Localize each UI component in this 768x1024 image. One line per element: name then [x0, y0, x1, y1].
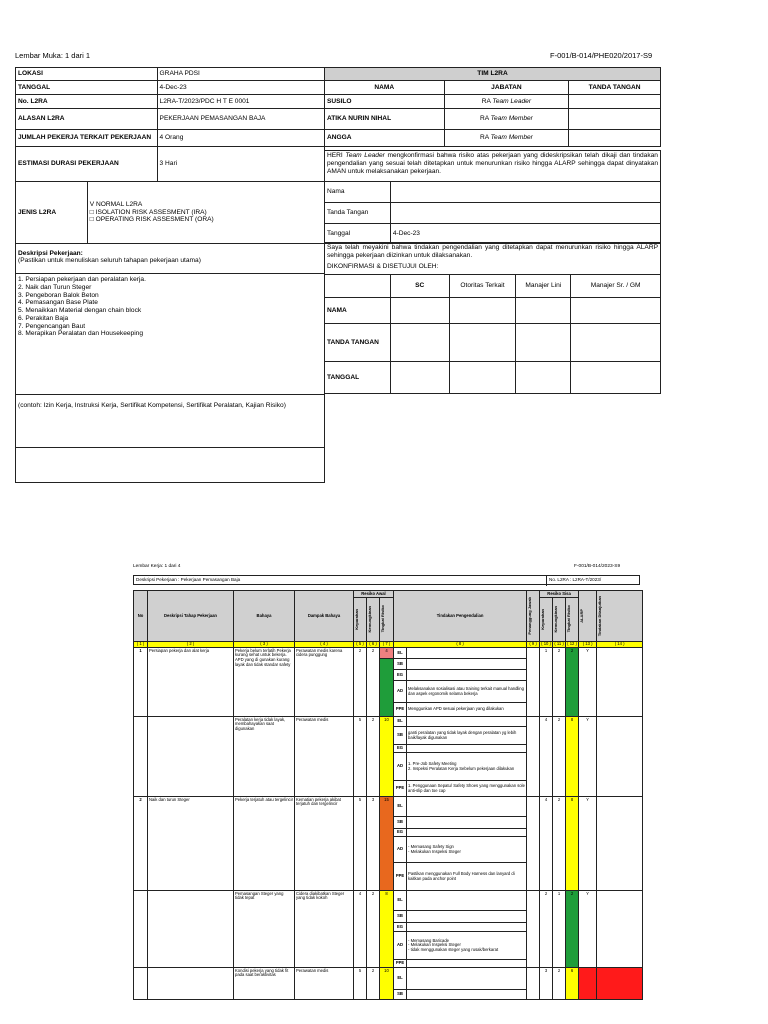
tim-member-role: Team Member: [490, 115, 533, 123]
row-alarp: Y: [579, 797, 597, 891]
row-sisa-kep: 2: [540, 891, 553, 968]
sign-nama-field[interactable]: [390, 182, 660, 203]
approval-row-ttd: TANDA TANGAN: [325, 324, 391, 362]
col-header-risiko-awal: Resiko Awal: [354, 591, 394, 598]
step-item: 7. Pengencangan Baut: [18, 322, 86, 330]
tim-header-nama: NAMA: [325, 81, 445, 95]
row-tahap: Naik dan turun Steger: [148, 797, 234, 891]
control-ad: - Memasang Safety Sign - Melakukan Inspeksi Steger: [407, 837, 527, 863]
row-risk: 10: [380, 717, 394, 797]
col-header-bahaya: Bahaya: [234, 591, 295, 642]
row-sisa-tingkat: 6: [566, 968, 579, 1000]
row-kep: 5: [354, 968, 367, 1000]
col-header-kem-sisa: Kemungkinan: [553, 605, 559, 633]
steps-box: [15, 273, 325, 395]
row-risk: 10: [380, 968, 394, 1000]
control-sb: ganti peralatan yang tidak layak dengan peralatan yg lebih baik/layak digunakan: [407, 727, 527, 745]
sign-ttd-field[interactable]: [390, 203, 660, 224]
tim-member-role: Team Leader: [492, 97, 532, 105]
row-risk: 15: [380, 797, 394, 891]
row-bahaya: Kondisi pekerja yang tidak fit pada saat beraktivitas: [234, 968, 295, 1000]
colnum: ( 9 ): [527, 641, 540, 648]
row-dampak: Perawatan medis karena cidera punggung: [295, 648, 354, 717]
jenis-option-ora[interactable]: □ OPERATING RISK ASSESMENT (ORA): [89, 216, 214, 224]
deskripsi-note: (Pastikan untuk menuliskan seluruh tahapan pekerjaan utama): [18, 257, 201, 264]
col-header-tingkat: Tingkat Risiko: [380, 605, 385, 633]
row-alarp: [579, 968, 597, 1000]
approval-cell[interactable]: [449, 324, 516, 362]
tim-member-name: SUSILO: [325, 95, 445, 109]
konfirmasi-role: Team Leader: [345, 152, 385, 159]
col-header-tingkat-sisa: Tingkat Risiko: [566, 605, 572, 633]
code-sb: SB: [394, 659, 407, 670]
code-eg: EG: [394, 745, 407, 753]
code-eg: EG: [394, 670, 407, 681]
approval-table: [324, 274, 661, 394]
row-sisa-kep: 3: [540, 968, 553, 1000]
row-tindakan-dilanjutkan: [597, 968, 643, 1000]
konfirmasi-name: HERI: [327, 152, 343, 159]
risk-table: [133, 590, 643, 1000]
tim-table: [324, 67, 661, 147]
sheet2-page-label: Lembar Kerja: 1 dari 4: [133, 564, 181, 569]
col-header-tindakan-dilanjutkan: Tindakan Dilanjutkan: [597, 595, 603, 636]
code-ad: AD: [394, 837, 407, 863]
row-sisa-tingkat: 8: [566, 797, 579, 891]
control-ad: Melaksanakan sosialisasi atau training terkait manual handling dan aspek ergonomik selama bekerja: [407, 681, 527, 703]
row-no: 1: [134, 648, 148, 717]
approval-cell[interactable]: [516, 298, 571, 324]
tim-member-signature[interactable]: [569, 95, 661, 109]
contoh-box: [15, 394, 325, 448]
colnum: ( 4 ): [295, 641, 354, 648]
row-kep: 5: [354, 717, 367, 797]
row-kep: 4: [354, 891, 367, 968]
row-kem: 2: [367, 648, 380, 717]
yakin-box: [324, 242, 661, 275]
step-item: 1. Persiapan pekerjaan dan peralatan kerja.: [18, 276, 146, 283]
row-sisa-tingkat: 2: [566, 891, 579, 968]
control-ad: - Memasang Baricade - Melakukan Inspeksi Steger - tidak menggunakan steger yang rusak/berkarat: [407, 932, 527, 960]
row-risk: 4: [380, 648, 394, 659]
code-el: EL: [394, 648, 407, 659]
code-sb: SB: [394, 990, 407, 1000]
tim-header-jabatan: JABATAN: [444, 81, 569, 95]
row-bahaya: Pekerja terjatuh atau tergelincir: [234, 797, 295, 891]
sheet2-doc-code: F-001/B-014/2023-S9: [574, 564, 621, 569]
row-kem: 3: [367, 797, 380, 891]
sheet2-desc-row: [133, 575, 640, 585]
row-alarp: Y: [579, 891, 597, 968]
approval-cell[interactable]: [449, 362, 516, 394]
colnum: ( 2 ): [148, 641, 234, 648]
blank-box: [15, 447, 325, 483]
lokasi-label: LOKASI: [16, 68, 158, 81]
row-sisa-kem: 2: [553, 717, 566, 797]
tim-member-ra: RA: [479, 134, 489, 142]
step-item: 3. Pengeboran Balok Beton: [18, 291, 99, 299]
col-header-pj: Penanggung Jawab: [527, 597, 533, 635]
alasan-value: PEKERJAAN PEMASANGAN BAJA: [157, 109, 324, 130]
row-sisa-kem: 1: [553, 891, 566, 968]
approval-cell[interactable]: [571, 362, 661, 394]
contoh-text: (contoh: Izin Kerja, Instruksi Kerja, Sertifikat Kompetensi, Sertifikat Peralatan, Kajian Risiko): [18, 402, 286, 409]
control-ppe: 1. Penggunaan Sepatu/ Safety Shoes yang menggunakan sole anti-slip dan toe cap: [407, 781, 527, 797]
approval-cell[interactable]: [516, 324, 571, 362]
colnum: ( 12 ): [567, 641, 577, 647]
row-sisa-kem: 2: [553, 968, 566, 1000]
step-item: 8. Merapikan Peralatan dan Housekeeping: [18, 330, 143, 338]
approval-cell[interactable]: [390, 362, 449, 394]
no-l2ra-value: L2RA-T/2023/PDC H T E 0001: [157, 95, 324, 109]
control-ad: 1. Pre-Job Safety Meeting 2. Inspeksi Peralatan Kerja Sebelum pekerjaan dilakukan: [407, 753, 527, 781]
colnum: ( 11 ): [554, 641, 564, 647]
row-bahaya: Peralatan kerja tidak layak, membahayakan saat digunakan: [234, 717, 295, 797]
row-dampak: Perawatan medis: [295, 717, 354, 797]
tanggal-value: 4-Dec-23: [157, 81, 324, 95]
deskripsi-title: Deskripsi Pekerjaan:: [18, 250, 83, 257]
step-item: 4. Pemasangan Base Plate: [18, 299, 98, 307]
dikonfirmasi-label: DIKONFIRMASI & DISETUJUI OLEH:: [327, 262, 439, 270]
row-sisa-tingkat: 2: [566, 648, 579, 717]
sign-ttd-label: Tanda Tangan: [325, 203, 391, 224]
col-header-no: No: [134, 591, 148, 642]
code-ad: AD: [394, 932, 407, 960]
col-header-risiko-sisa: Resiko Sisa: [540, 591, 579, 598]
row-bahaya: Pemasangan Steger yang tidak tepat: [234, 891, 295, 968]
approval-col-otoritas: Otoritas Terkait: [449, 275, 516, 298]
row-sisa-kem: 2: [553, 797, 566, 891]
jenis-option-normal[interactable]: V NORMAL L2RA: [89, 201, 143, 209]
row-kem: 2: [367, 717, 380, 797]
jenis-label: JENIS L2RA: [16, 182, 88, 244]
row-kem: 2: [367, 968, 380, 1000]
approval-cell[interactable]: [390, 298, 449, 324]
step-item: 2. Naik dan Turun Steger: [18, 283, 92, 291]
sign-nama-label: Nama: [325, 182, 391, 203]
colnum: ( 13 ): [579, 641, 597, 648]
konfirmasi-box: [324, 150, 661, 182]
code-ppe: PPE: [394, 781, 407, 797]
step-item: 5. Menaikkan Material dengan chain block: [18, 307, 142, 315]
yakin-text: Saya telah meyakini bahwa tindakan pengendalian yang ditetapkan dapat menurunkan risiko hingga ALARP sehingga pekerjaan diizinkan untuk dilaksanakan.: [327, 244, 658, 259]
code-ad: AD: [394, 753, 407, 781]
colnum: ( 10 ): [541, 641, 551, 647]
approval-col-manajer-lini: Manajer Lini: [516, 275, 571, 298]
code-el: EL: [394, 797, 407, 817]
deskripsi-box: [15, 243, 325, 274]
row-kep: 2: [354, 648, 367, 717]
approval-col-sc: SC: [390, 275, 449, 298]
konfirmasi-text: mengkonfirmasi bahwa risiko atas pekerjaan yang dideskripsikan telah dikaji dan tindakan pengendalian yang sesuai telah ditetapkan untuk menurunkan risiko hingga ALARP sehingga dapat dinyatakan AMAN untuk melaksanakan pekerjaan.: [327, 152, 658, 175]
col-header-tindakan: Tindakan Pengendalian: [394, 591, 527, 642]
jenis-option-ira[interactable]: □ ISOLATION RISK ASSESMENT (IRA): [89, 208, 207, 216]
col-header-kep: Keparahan: [354, 608, 359, 630]
alasan-label: ALASAN L2RA: [16, 109, 158, 130]
colnum: ( 7 ): [380, 641, 394, 648]
col-header-alarp: ALARP: [579, 608, 585, 623]
row-kem: 2: [367, 891, 380, 968]
tim-member-ra: RA: [479, 115, 489, 123]
step-item: 6. Perakitan Baja: [18, 314, 69, 322]
col-header-tahap: Deskripsi Tahap Pekerjaan: [148, 591, 234, 642]
colnum: ( 1 ): [134, 641, 148, 648]
tim-title: TIM L2RA: [325, 68, 661, 81]
tim-member-name: ATIKA NURIN NIHAL: [325, 109, 445, 130]
no-l2ra-label: No. L2RA: [16, 95, 158, 109]
row-sisa-kep: 4: [540, 797, 553, 891]
jenis-table: [15, 181, 325, 244]
row-alarp: Y: [579, 648, 597, 717]
tim-member-signature[interactable]: [569, 130, 661, 147]
approval-row-nama: NAMA: [325, 298, 391, 324]
approval-col-manajer-sr: Manajer Sr. / GM: [571, 275, 661, 298]
colnum: ( 8 ): [394, 641, 527, 648]
tim-header-ttd: TANDA TANGAN: [569, 81, 661, 95]
row-sisa-kep: 4: [540, 717, 553, 797]
row-dampak: Kematian pekerja akibat terjatuh dan tergelincir: [295, 797, 354, 891]
jumlah-label: JUMLAH PEKERJA TERKAIT PEKERJAAN: [16, 130, 158, 147]
doc-code: F-001/B-014/PHE020/2017-S9: [550, 51, 653, 60]
sheet2-no: No. L2RA : L2RA-T/2023/: [546, 576, 603, 586]
code-el: EL: [394, 968, 407, 990]
tim-member-signature[interactable]: [569, 109, 661, 130]
approval-cell[interactable]: [449, 298, 516, 324]
colnum: ( 3 ): [234, 641, 295, 648]
row-tahap: Persiapan pekerja dan alat kerja: [148, 648, 234, 717]
row-kep: 5: [354, 797, 367, 891]
row-sisa-tingkat: 8: [566, 717, 579, 797]
colnum: ( 6 ): [367, 641, 380, 648]
info-table: [15, 67, 325, 182]
row-bahaya: Pekerja belum terlatih Pekerja kurang sehat untuk bekerja. APD yang di gunakan kurang layak dan tidak standar safety: [234, 648, 295, 717]
tanggal-label: TANGGAL: [16, 81, 158, 95]
row-sisa-kep: 1: [540, 648, 553, 717]
sheet2-desc: Deskripsi Pekerjaan : Pekerjaan Pemasangan Baja: [136, 577, 241, 582]
approval-cell[interactable]: [571, 324, 661, 362]
code-ppe: PPE: [394, 863, 407, 891]
code-ppe: PPE: [394, 703, 407, 717]
col-header-dampak: Dampak Bahaya: [295, 591, 354, 642]
tim-member-ra: RA: [481, 97, 491, 105]
jumlah-value: 4 Orang: [157, 130, 324, 147]
col-header-kem: Kemungkinan: [367, 605, 372, 633]
row-alarp: Y: [579, 717, 597, 797]
row-dampak: Perawatan medis: [295, 968, 354, 1000]
code-eg: EG: [394, 923, 407, 932]
sign-tanggal-label: Tanggal: [325, 224, 391, 244]
estimasi-value: 3 Hari: [157, 147, 324, 182]
page-label: Lembar Muka: 1 dari 1: [15, 51, 91, 60]
approval-row-tanggal: TANGGAL: [325, 362, 391, 394]
code-ad: AD: [394, 681, 407, 703]
colnum: ( 5 ): [354, 641, 367, 648]
code-eg: EG: [394, 829, 407, 837]
estimasi-label: ESTIMASI DURASI PEKERJAAN: [16, 147, 158, 182]
code-sb: SB: [394, 817, 407, 829]
code-ppe: PPE: [394, 960, 407, 968]
control-ppe: Menggunkan APD sesuai pekerjaan yang dilakukan: [407, 703, 527, 717]
control-ppe: Pastikan menggunakan Full Body Harness dan lanyard di kaitkan pada anchor point: [407, 863, 527, 891]
approval-cell[interactable]: [571, 298, 661, 324]
row-sisa-kem: 2: [553, 648, 566, 717]
code-sb: SB: [394, 911, 407, 923]
row-no: 2: [134, 797, 148, 891]
sign-table: [324, 181, 661, 244]
colnum: ( 14 ): [597, 641, 643, 648]
code-sb: SB: [394, 727, 407, 745]
tim-member-role: Team Member: [490, 134, 533, 142]
col-header-kep-sisa: Keparahan: [540, 608, 546, 630]
row-risk: 8: [380, 891, 394, 968]
tim-member-name: ANGGA: [325, 130, 445, 147]
row-dampak: Cidera diakibatkan Steger yang tidak kokoh: [295, 891, 354, 968]
approval-cell[interactable]: [516, 362, 571, 394]
code-el: EL: [394, 717, 407, 727]
sign-tanggal-value: 4-Dec-23: [390, 224, 660, 244]
approval-cell[interactable]: [390, 324, 449, 362]
code-el: EL: [394, 891, 407, 911]
lokasi-value: GRAHA PDSI: [157, 68, 324, 81]
